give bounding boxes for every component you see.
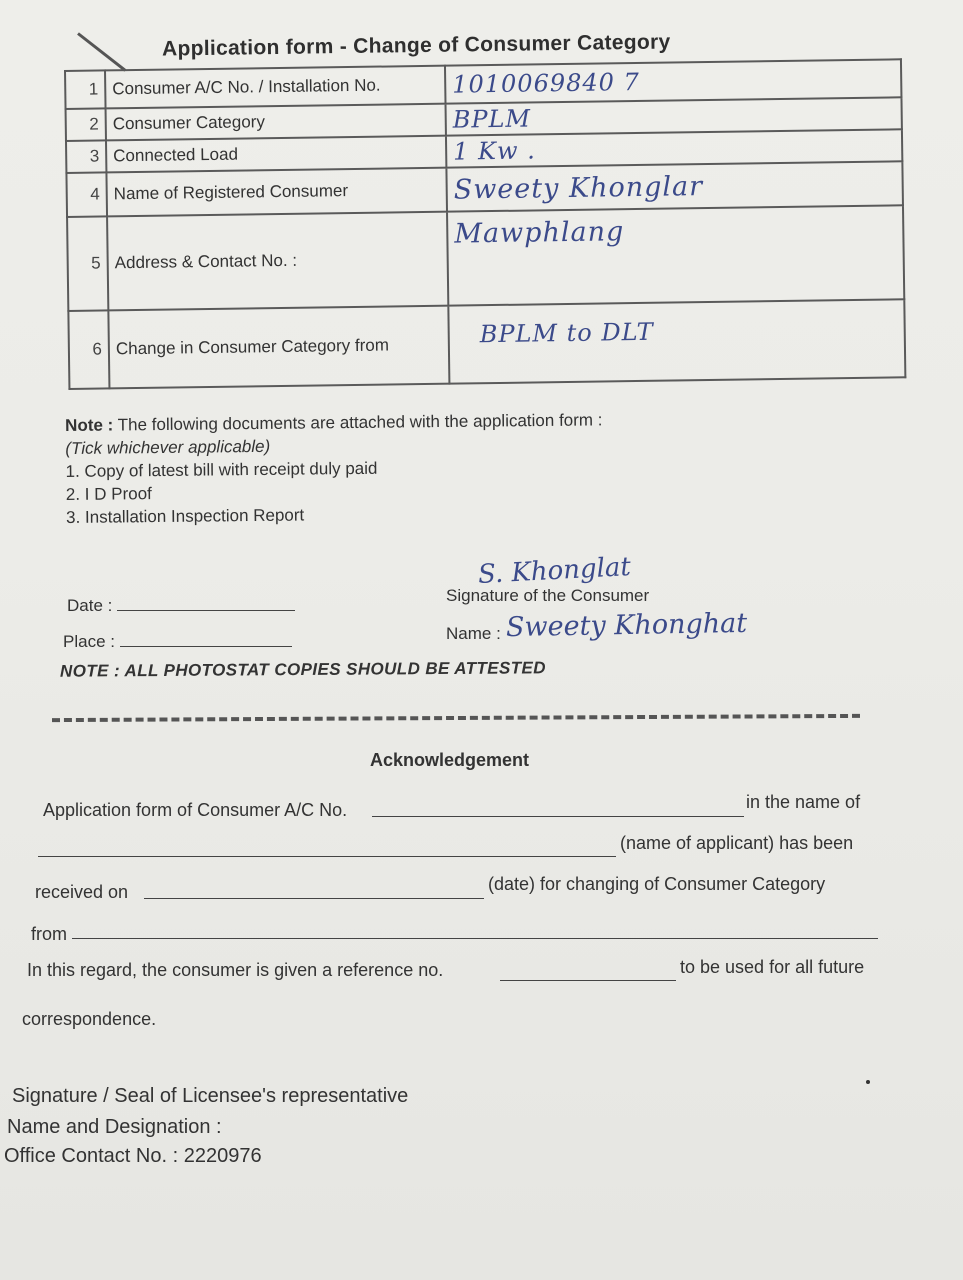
ack-line-3a: received on [35, 882, 129, 902]
tear-off-dashed-line [52, 714, 860, 722]
row-value-handwritten: Sweety Khonglar [446, 161, 903, 211]
acknowledgement-title: Acknowledgement [370, 750, 530, 770]
form-title: Application form - Change of Consumer Category [161, 30, 671, 61]
signature-label: Signature of the Consumer [446, 586, 650, 605]
applicant-name-blank [38, 856, 616, 857]
consumer-signature-handwritten: S. Khonglat [477, 552, 632, 590]
paper-speck [866, 1080, 870, 1084]
documents-note [65, 408, 604, 529]
row-value-handwritten: 1 Kw . [446, 129, 902, 167]
row-label: Address & Contact No. : [107, 212, 448, 311]
row-label: Consumer A/C No. / Installation No. [105, 66, 445, 109]
place-label: Place : [63, 632, 115, 651]
ack-line-6: correspondence. [22, 1009, 157, 1029]
date-field [67, 596, 295, 616]
date-label: Date : [67, 596, 113, 615]
row-number: 1 [65, 70, 106, 109]
name-designation: Name and Designation : [7, 1116, 222, 1138]
ack-line-1b: in the name of [746, 792, 861, 812]
row-value-handwritten: 1010069840 7 [445, 59, 901, 103]
row-value-handwritten: BPLM [446, 97, 902, 135]
note-hint: (Tick whichever applicable) [65, 436, 271, 458]
note-lead: Note : [65, 415, 114, 435]
row-value-handwritten: BPLM to DLT [448, 299, 905, 383]
reference-number-blank [500, 980, 676, 981]
licensee-signature-seal: Signature / Seal of Licensee's representative [12, 1085, 409, 1107]
row-label: Name of Registered Consumer [106, 168, 447, 217]
place-blank-line [120, 646, 292, 647]
category-from-blank [72, 938, 878, 939]
ack-line-4: from [31, 924, 67, 944]
ack-line-5a: In this regard, the consumer is given a reference no. [27, 960, 444, 980]
account-number-blank [372, 816, 744, 817]
document-item: 1. Copy of latest bill with receipt duly paid [65, 458, 378, 481]
row-number: 3 [66, 140, 106, 173]
name-label: Name : [446, 624, 501, 643]
attestation-note: NOTE : ALL PHOTOSTAT COPIES SHOULD BE ATTESTED [59, 658, 546, 681]
row-number: 5 [67, 216, 108, 311]
row-label: Change in Consumer Category from [108, 306, 449, 389]
corner-mark [77, 32, 126, 71]
row-number: 2 [66, 108, 106, 141]
consumer-name-handwritten: Sweety Khonghat [505, 607, 748, 644]
note-text: The following documents are attached with the application form : [117, 410, 603, 435]
document-item: 2. I D Proof [65, 484, 152, 504]
ack-line-2: (name of applicant) has been [620, 833, 854, 853]
office-contact: Office Contact No. : 2220976 [4, 1145, 262, 1167]
row-label: Consumer Category [106, 104, 446, 141]
ack-line-3b: (date) for changing of Consumer Category [488, 874, 826, 894]
row-number: 4 [66, 172, 107, 217]
row-number: 6 [68, 310, 109, 389]
place-field [63, 632, 292, 652]
table-row [68, 299, 905, 389]
row-value-handwritten: Mawphlang [447, 205, 904, 305]
row-label: Connected Load [106, 136, 446, 173]
ack-line-5b: to be used for all future [680, 957, 865, 977]
ack-line-1a: Application form of Consumer A/C No. [43, 800, 348, 820]
details-table [64, 58, 906, 390]
date-blank-line [117, 610, 295, 611]
document-item: 3. Installation Inspection Report [65, 505, 305, 527]
received-date-blank [144, 898, 484, 899]
table-row [67, 205, 904, 311]
